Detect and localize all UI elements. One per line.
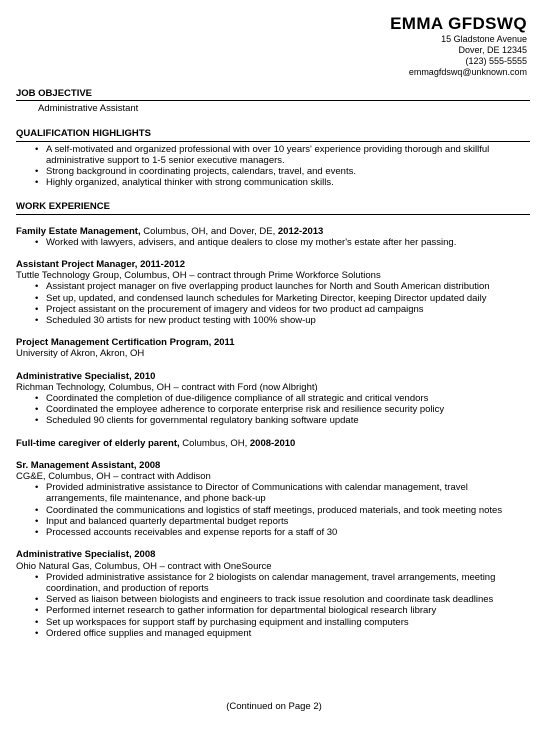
job-bullets	[16, 281, 530, 326]
job-title: Sr. Management Assistant, 2008	[16, 459, 161, 471]
job-title: Full-time caregiver of elderly parent, Columbus, OH, 2008-2010	[16, 437, 296, 449]
job-entry	[16, 337, 530, 359]
job-entry	[16, 438, 530, 449]
phone-number: (123) 555-5555	[465, 56, 527, 66]
job-title: Administrative Specialist, 2008	[16, 549, 156, 561]
job-company: Richman Technology, Columbus, OH – contract with Ford (now Albright)	[16, 381, 318, 393]
list-item: • Coordinated the employee adherence to corporate enterprise risk and resilience security policy	[46, 404, 530, 415]
job-title: Assistant Project Manager, 2011-2012	[16, 259, 185, 271]
list-item: • Set up, updated, and condensed launch schedules for Marketing Director, keeping Director updated daily	[46, 293, 530, 304]
job-entry	[16, 549, 530, 639]
job-bullets	[16, 482, 530, 538]
resume-body	[16, 88, 530, 639]
list-item: • Scheduled 90 clients for governmental regulatory banking software update	[46, 415, 530, 426]
job-entry	[16, 226, 530, 248]
list-item: • Ordered office supplies and managed equipment	[46, 628, 530, 639]
highlights-list	[16, 144, 530, 189]
list-item: • Strong background in coordinating projects, calendars, travel, and events.	[46, 166, 530, 177]
job-company: CG&E, Columbus, OH – contract with Addison	[16, 471, 211, 483]
job-title: Family Estate Management, Columbus, OH, and Dover, DE, 2012-2013	[16, 225, 324, 237]
list-item: • Served as liaison between biologists and engineers to track issue resolution and coordinate task deadlines	[46, 594, 530, 605]
job-entry	[16, 460, 530, 538]
list-item: • Performed internet research to gather information for departmental biological research library	[46, 605, 530, 616]
section-title-objective: JOB OBJECTIVE	[16, 88, 530, 101]
job-title: Administrative Specialist, 2010	[16, 370, 156, 382]
list-item: • Worked with lawyers, advisers, and antique dealers to close my mother's estate after her passing.	[46, 237, 530, 248]
list-item: • Processed accounts receivables and expense reports for a staff of 30	[46, 527, 530, 538]
job-company: Tuttle Technology Group, Columbus, OH – contract through Prime Workforce Solutions	[16, 270, 381, 282]
objective-text: Administrative Assistant	[38, 103, 139, 115]
list-item: • A self-motivated and organized professional with over 10 years' experience providing thorough and skillful administrative support to 1-5 senior executive managers.	[46, 144, 530, 166]
job-bullets	[16, 237, 530, 248]
list-item: • Provided administrative assistance to Director of Communications with calendar management, travel arrangements, file maintenance, and phone back-up	[46, 482, 530, 504]
address-line-2: Dover, DE 12345	[458, 45, 527, 55]
section-title-highlights: QUALIFICATION HIGHLIGHTS	[16, 128, 530, 141]
email-address: emmagfdswq@unknown.com	[408, 67, 527, 77]
list-item: • Coordinated the completion of due-diligence compliance of all strategic and critical vendors	[46, 393, 530, 404]
job-company: University of Akron, Akron, OH	[16, 348, 145, 360]
list-item: • Scheduled 30 artists for new product testing with 100% show-up	[46, 315, 530, 326]
list-item: • Provided administrative assistance for 2 biologists on calendar management, travel arrangements, meeting coordination, and production of reports	[46, 572, 530, 594]
job-entry	[16, 259, 530, 326]
list-item: • Project assistant on the procurement of imagery and videos for two product ad campaigns	[46, 304, 530, 315]
job-bullets	[16, 572, 530, 639]
list-item: • Assistant project manager on five overlapping product launches for North and South American distribution	[46, 281, 530, 292]
contact-header	[390, 14, 527, 78]
job-company: Ohio Natural Gas, Columbus, OH – contract with OneSource	[16, 560, 272, 572]
job-bullets	[16, 393, 530, 427]
list-item: • Set up workspaces for support staff by purchasing equipment and installing computers	[46, 617, 530, 628]
address-line-1: 15 Gladstone Avenue	[441, 34, 527, 44]
list-item: • Input and balanced quarterly departmental budget reports	[46, 516, 530, 527]
job-entry	[16, 371, 530, 427]
list-item: • Highly organized, analytical thinker with strong communication skills.	[46, 177, 530, 188]
section-title-experience: WORK EXPERIENCE	[16, 201, 530, 214]
job-title: Project Management Certification Program, 2011	[16, 337, 235, 349]
continued-note: (Continued on Page 2)	[226, 701, 322, 712]
candidate-name: EMMA GFDSWQ	[390, 14, 527, 33]
list-item: • Coordinated the communications and logistics of staff meetings, produced materials, and took meeting notes	[46, 505, 530, 516]
